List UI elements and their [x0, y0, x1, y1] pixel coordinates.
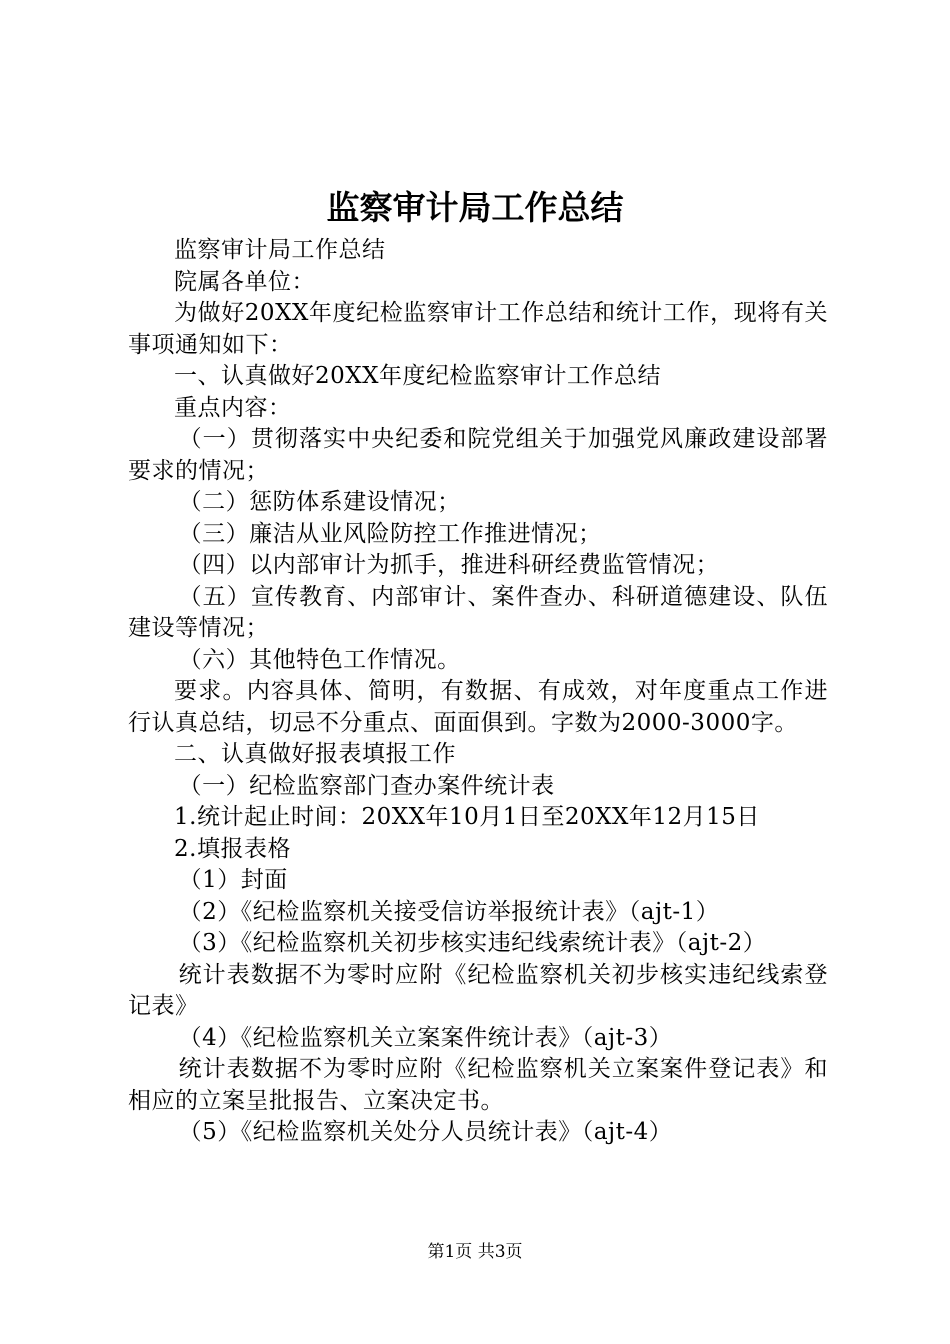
list-item: 1.统计起止时间：20XX年10月1日至20XX年12月15日	[174, 804, 760, 830]
document-title: 监察审计局工作总结	[326, 188, 624, 227]
list-item: （2）《纪检监察机关接受信访举报统计表》（ajt-1）	[178, 898, 720, 925]
list-item: （二）惩防体系建设情况；	[178, 489, 461, 515]
page-footer: 第1页 共3页	[427, 1242, 523, 1262]
list-item: （5）《纪检监察机关处分人员统计表》（ajt-4）	[178, 1119, 673, 1145]
list-item: （3）《纪检监察机关初步核实违纪线索统计表》（ajt-2）	[178, 930, 767, 956]
list-item: （六）其他特色工作情况。	[178, 646, 461, 673]
paragraph-intro: 为做好20XX年度纪检监察审计工作总结和统计工作，现将有关事项通知如下：	[128, 300, 828, 358]
section-heading-2: 二、认真做好报表填报工作	[174, 741, 456, 767]
subsection-heading: （一）纪检监察部门查办案件统计表	[178, 772, 555, 799]
paragraph-salutation: 院属各单位：	[174, 268, 315, 295]
paragraph-heading-repeat: 监察审计局工作总结	[174, 237, 386, 263]
list-item: （一）贯彻落实中央纪委和院党组关于加强党风廉政建设部署要求的情况；	[128, 426, 828, 484]
paragraph-note: 统计表数据不为零时应附《纪检监察机关立案案件登记表》和相应的立案呈批报告、立案决定书。	[128, 1056, 828, 1114]
paragraph-note: 统计表数据不为零时应附《纪检监察机关初步核实违纪线索登记表》	[128, 961, 828, 1019]
list-item: （五）宣传教育、内部审计、案件查办、科研道德建设、队伍建设等情况；	[128, 583, 828, 641]
paragraph-key-content: 重点内容：	[174, 394, 292, 421]
list-item: （三）廉洁从业风险防控工作推进情况；	[178, 520, 602, 547]
section-heading-1: 一、认真做好20XX年度纪检监察审计工作总结	[174, 363, 662, 389]
list-item: （四）以内部审计为抓手，推进科研经费监管情况；	[178, 552, 720, 578]
list-item: 2.填报表格	[174, 835, 291, 862]
list-item: （1）封面	[178, 867, 288, 893]
list-item: （4）《纪检监察机关立案案件统计表》（ajt-3）	[178, 1024, 673, 1051]
document-body	[128, 235, 828, 1149]
paragraph-requirements: 要求。内容具体、简明，有数据、有成效，对年度重点工作进行认真总结，切忌不分重点、面面俱到。字数为2000-3000字。	[128, 678, 828, 736]
